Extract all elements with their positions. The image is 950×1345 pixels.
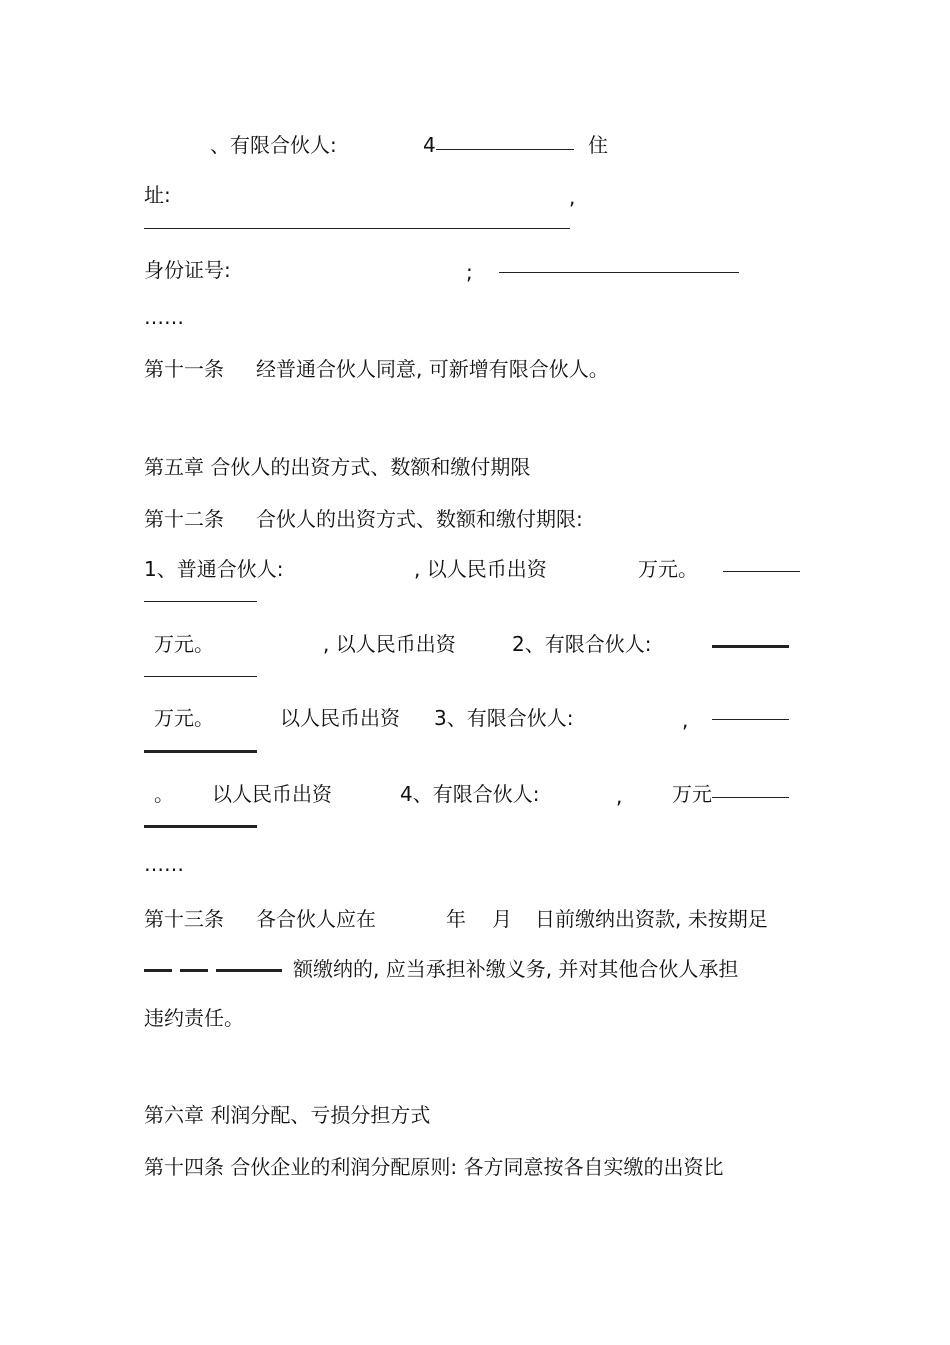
fill-line <box>712 797 789 798</box>
limited-partner-label: 、有限合伙人: <box>210 133 337 157</box>
article-13-text-d: 违约责任。 <box>144 1006 244 1030</box>
ellipsis: …… <box>144 305 184 329</box>
article-11-number: 第十一条 <box>144 357 224 381</box>
comma: , <box>569 185 576 209</box>
period-mark: 。 <box>154 782 174 806</box>
month-label: 月 <box>492 907 512 931</box>
fill-line <box>144 601 257 602</box>
article-13-number: 第十三条 <box>144 907 224 931</box>
address-fill-line <box>144 228 570 229</box>
rmb-contribution-1: , 以人民币出资 <box>414 557 547 581</box>
fill-line <box>436 149 574 150</box>
chapter-6-heading: 第六章 利润分配、亏损分担方式 <box>144 1103 431 1127</box>
address-label-start: 住 <box>588 133 608 157</box>
fill-line <box>712 645 789 648</box>
limited-partner-4-label: 4、有限合伙人: <box>400 782 540 806</box>
chapter-5-heading: 第五章 合伙人的出资方式、数额和缴付期限 <box>144 455 531 479</box>
comma: , <box>616 784 623 808</box>
address-label-end: 址: <box>144 183 171 207</box>
wan-yuan-1: 万元。 <box>638 557 698 581</box>
id-fill-line <box>499 272 739 273</box>
article-13-text-b: 日前缴纳出资款, 未按期足 <box>535 907 768 931</box>
semicolon: ; <box>466 260 473 284</box>
id-number-label: 身份证号: <box>144 258 231 282</box>
year-label: 年 <box>446 907 466 931</box>
comma: , <box>682 708 689 732</box>
article-12-number: 第十二条 <box>144 507 224 531</box>
article-13-text-a: 各合伙人应在 <box>256 907 376 931</box>
wan-yuan-4: 万元 <box>672 782 712 806</box>
fill-line <box>712 719 789 720</box>
article-12-text: 合伙人的出资方式、数额和缴付期限: <box>256 507 583 531</box>
wan-yuan-3: 万元。 <box>154 706 214 730</box>
wan-yuan-2: 万元。 <box>154 632 214 656</box>
fill-line <box>144 969 172 972</box>
ellipsis: …… <box>144 852 184 876</box>
fill-line <box>144 825 257 828</box>
rmb-contribution-3: 以人民币出资 <box>280 706 400 730</box>
general-partner-label: 1、普通合伙人: <box>144 557 284 581</box>
fill-line <box>180 969 208 972</box>
article-11-text: 经普通合伙人同意, 可新增有限合伙人。 <box>256 357 609 381</box>
fill-line <box>216 969 282 972</box>
fill-line <box>723 571 800 572</box>
limited-partner-2-label: 2、有限合伙人: <box>512 632 652 656</box>
rmb-contribution-2: , 以人民币出资 <box>323 632 456 656</box>
article-14-text: 第十四条 合伙企业的利润分配原则: 各方同意按各自实缴的出资比 <box>144 1155 724 1179</box>
fill-line <box>144 676 257 677</box>
limited-partner-3-label: 3、有限合伙人: <box>434 706 574 730</box>
fill-line <box>144 750 257 753</box>
partner-number: 4 <box>423 133 436 157</box>
rmb-contribution-4: 以人民币出资 <box>212 782 332 806</box>
article-13-text-c: 额缴纳的, 应当承担补缴义务, 并对其他合伙人承担 <box>293 957 739 981</box>
